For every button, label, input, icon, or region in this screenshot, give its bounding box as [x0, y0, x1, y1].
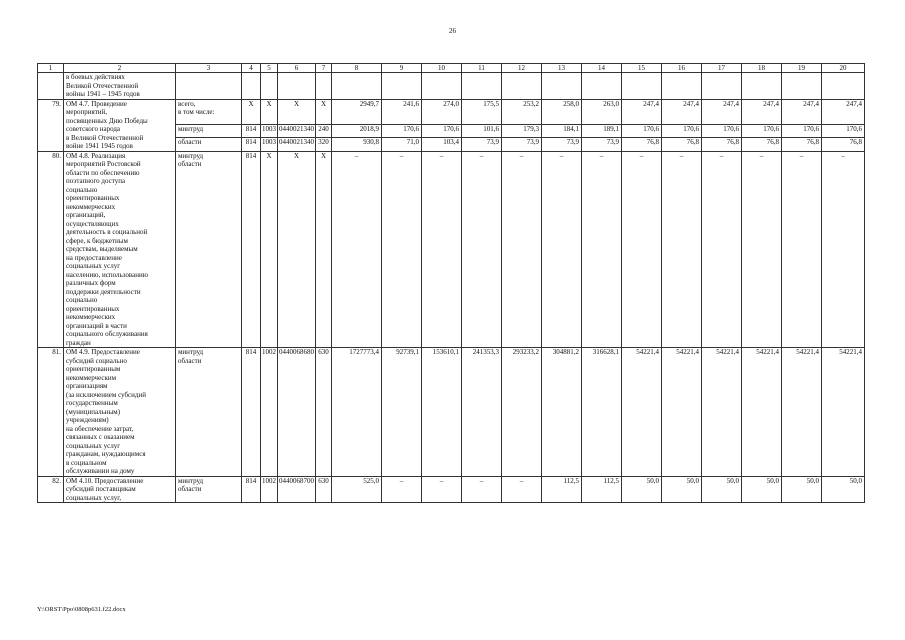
budget-table [37, 63, 865, 503]
table-cell [38, 73, 64, 100]
header-cell: 20 [822, 64, 865, 73]
value-cell: 50,0 [702, 476, 742, 503]
value-cell: 50,0 [782, 476, 822, 503]
value-cell: 54221,4 [622, 348, 662, 477]
header-cell: 10 [422, 64, 462, 73]
table-cell [242, 73, 261, 100]
cell-line: организаций, [66, 211, 106, 219]
value-cell: 153610,1 [422, 348, 462, 477]
cell-line: области [178, 138, 202, 147]
value-cell: 103,4 [422, 138, 462, 151]
table-cell [822, 73, 865, 100]
cell-line: социальных услуг [66, 262, 121, 270]
cell-line: связанных с оказанием [66, 433, 135, 441]
value-cell: 76,8 [622, 138, 662, 151]
value-cell: 73,9 [542, 138, 582, 151]
table-cell [742, 73, 782, 100]
value-cell: – [742, 151, 782, 348]
cell-line: некоммерческих [66, 202, 116, 211]
cell-line: осуществляющих [66, 219, 119, 228]
value-cell: 263,0 [582, 99, 622, 124]
header-cell: 11 [462, 64, 502, 73]
value-cell: – [422, 151, 462, 348]
value-cell: 50,0 [822, 476, 865, 503]
table-cell [702, 73, 742, 100]
cell-line: социального обслуживания [66, 330, 148, 338]
cell-line: обслуживании на дому [66, 467, 135, 475]
code-cell: X [316, 99, 332, 124]
code-cell: 814 [242, 348, 261, 477]
value-cell: 241353,3 [462, 348, 502, 477]
cell-line: различных форм [66, 279, 116, 287]
value-cell: – [782, 151, 822, 348]
header-cell: 14 [582, 64, 622, 73]
value-cell: 2018,9 [332, 124, 382, 137]
value-cell: 189,1 [582, 124, 622, 137]
value-cell: 274,0 [422, 99, 462, 124]
cell-line: организациям [66, 382, 108, 390]
header-cell: 5 [261, 64, 278, 73]
cell-line: поэтапного доступа [66, 177, 126, 185]
executor-cell [176, 138, 242, 151]
value-cell: – [582, 151, 622, 348]
header-cell: 8 [332, 64, 382, 73]
code-cell: 630 [316, 348, 332, 477]
table-cell [462, 73, 502, 100]
cell-line: области [178, 160, 202, 168]
value-cell: 170,6 [422, 124, 462, 137]
value-cell: – [422, 476, 462, 503]
value-cell: 76,8 [742, 138, 782, 151]
value-cell: 170,6 [382, 124, 422, 137]
table-cell [502, 73, 542, 100]
value-cell: 76,8 [822, 138, 865, 151]
code-cell: X [242, 99, 261, 124]
measure-name-cell [64, 73, 176, 100]
cell-line: ОМ 4.9. Предоставление [66, 348, 140, 356]
value-cell: 76,8 [782, 138, 822, 151]
cell-line: ОМ 4.7. Проведение [66, 99, 127, 108]
cell-line: деятельность в социальной [66, 228, 148, 236]
cell-line: организаций в части [66, 321, 127, 330]
code-cell: X [278, 151, 316, 348]
cell-line: некоммерческим [66, 373, 117, 382]
cell-line: социально [66, 296, 98, 304]
cell-line: в боевых действиях [66, 73, 125, 81]
value-cell: 71,0 [382, 138, 422, 151]
value-cell: 184,1 [542, 124, 582, 137]
page-number: 26 [449, 27, 456, 35]
value-cell: 930,8 [332, 138, 382, 151]
executor-cell [176, 99, 242, 124]
code-cell: 1003 [261, 124, 278, 137]
header-cell: 19 [782, 64, 822, 73]
code-cell: 0440068680 [278, 348, 316, 477]
value-cell: 241,6 [382, 99, 422, 124]
cell-line: минтруд [178, 348, 204, 356]
cell-line: минтруд [178, 124, 204, 133]
cell-line: (муниципальным) [66, 407, 121, 416]
header-cell: 17 [702, 64, 742, 73]
value-cell: 175,5 [462, 99, 502, 124]
value-cell: 54221,4 [782, 348, 822, 477]
cell-line: средствам, выделяемым [66, 245, 138, 253]
header-cell: 1 [38, 64, 64, 73]
table-cell [278, 73, 316, 100]
cell-line: поддержки деятельности [66, 287, 141, 296]
cell-line: посвященных Дню Победы [66, 116, 148, 125]
header-cell: 3 [176, 64, 242, 73]
measure-name-cell [64, 348, 176, 477]
value-cell: 253,2 [502, 99, 542, 124]
value-cell: 258,0 [542, 99, 582, 124]
value-cell: – [822, 151, 865, 348]
code-cell: 0440068700 [278, 476, 316, 503]
value-cell: 170,6 [702, 124, 742, 137]
header-cell: 7 [316, 64, 332, 73]
value-cell: – [382, 476, 422, 503]
value-cell: 73,9 [462, 138, 502, 151]
cell-line: населению, использованию [66, 270, 148, 279]
header-cell: 13 [542, 64, 582, 73]
value-cell: 73,9 [582, 138, 622, 151]
value-cell: – [382, 151, 422, 348]
cell-line: сфере, к бюджетным [66, 236, 128, 245]
header-cell: 4 [242, 64, 261, 73]
cell-line: мероприятий Ростовской [66, 160, 141, 168]
value-cell: 170,6 [822, 124, 865, 137]
executor-cell [176, 124, 242, 137]
code-cell: X [261, 151, 278, 348]
table-cell [582, 73, 622, 100]
cell-line: субсидий социально [66, 356, 127, 365]
header-row [38, 64, 865, 73]
value-cell: 170,6 [742, 124, 782, 137]
cell-line: минтруд [178, 476, 204, 485]
value-cell: – [702, 151, 742, 348]
value-cell: 101,6 [462, 124, 502, 137]
cell-line: войне 1941 1945 годов [66, 142, 133, 150]
code-cell: X [278, 99, 316, 124]
code-cell: 814 [242, 476, 261, 503]
header-cell: 15 [622, 64, 662, 73]
code-cell: 1002 [261, 348, 278, 477]
executor-cell [176, 348, 242, 477]
executor-cell [176, 151, 242, 348]
cell-line: на предоставление [66, 253, 122, 262]
header-cell: 6 [278, 64, 316, 73]
code-cell: 320 [316, 138, 332, 151]
table-cell [662, 73, 702, 100]
table-cell [316, 73, 332, 100]
header-cell: 18 [742, 64, 782, 73]
cell-line: ориентированных [66, 194, 120, 202]
table-cell [332, 73, 382, 100]
row-number-cell: 80. [38, 151, 64, 348]
cell-line: в Великой Отечественной [66, 133, 144, 142]
code-cell: 814 [242, 138, 261, 151]
value-cell: 304881,2 [542, 348, 582, 477]
table-cell [382, 73, 422, 100]
value-cell: 54221,4 [702, 348, 742, 477]
value-cell: 76,8 [662, 138, 702, 151]
value-cell: – [502, 151, 542, 348]
value-cell: 247,4 [782, 99, 822, 124]
code-cell: 240 [316, 124, 332, 137]
header-cell: 16 [662, 64, 702, 73]
code-cell: X [261, 99, 278, 124]
value-cell: 247,4 [662, 99, 702, 124]
code-cell: 0440021340 [278, 138, 316, 151]
value-cell: 179,3 [502, 124, 542, 137]
measure-name-cell [64, 151, 176, 348]
value-cell: – [622, 151, 662, 348]
value-cell: 247,4 [622, 99, 662, 124]
value-cell: 50,0 [622, 476, 662, 503]
cell-line: граждан [66, 338, 91, 347]
header-cell: 9 [382, 64, 422, 73]
cell-line: войны 1941 – 1945 годов [66, 90, 140, 98]
cell-line: социально [66, 185, 98, 194]
cell-line: минтруд [178, 151, 204, 160]
value-cell: 50,0 [742, 476, 782, 503]
value-cell: – [462, 476, 502, 503]
cell-line: ориентированных [66, 304, 120, 313]
cell-line: социальных услуг [66, 441, 121, 450]
cell-line: всего, [178, 99, 196, 108]
value-cell: 54221,4 [662, 348, 702, 477]
cell-line: ОМ 4.8. Реализация [66, 151, 126, 160]
cell-line: ориентированным [66, 365, 121, 373]
cell-line: области [178, 485, 202, 493]
cell-line: Великой Отечественной [66, 81, 139, 90]
table-cell [261, 73, 278, 100]
code-cell: 630 [316, 476, 332, 503]
file-path-footer: Y:\ORST\Ppo\0808p631.f22.docx [37, 606, 126, 613]
value-cell: 92739,1 [382, 348, 422, 477]
value-cell: 112,5 [582, 476, 622, 503]
value-cell: 316628,1 [582, 348, 622, 477]
table-cell [622, 73, 662, 100]
cell-line: государственным [66, 399, 118, 407]
table-row [38, 73, 865, 100]
executor-cell [176, 476, 242, 503]
code-cell: 814 [242, 124, 261, 137]
measure-name-cell [64, 99, 176, 151]
header-cell: 12 [502, 64, 542, 73]
code-cell: 1002 [261, 476, 278, 503]
cell-line: ОМ 4.10. Предоставление [66, 476, 144, 485]
value-cell: 170,6 [622, 124, 662, 137]
code-cell: 0440021340 [278, 124, 316, 137]
row-number-cell: 82. [38, 476, 64, 503]
row-number-cell: 79. [38, 99, 64, 151]
value-cell: 525,0 [332, 476, 382, 503]
table-row [38, 476, 865, 503]
value-cell: 2949,7 [332, 99, 382, 124]
value-cell: 1727773,4 [332, 348, 382, 477]
cell-line: (за исключением субсидий [66, 390, 146, 399]
table-row [38, 151, 865, 348]
code-cell: 814 [242, 151, 261, 348]
cell-line: области [178, 356, 202, 365]
value-cell: – [332, 151, 382, 348]
value-cell: 170,6 [782, 124, 822, 137]
value-cell: 54221,4 [822, 348, 865, 477]
value-cell: 247,4 [702, 99, 742, 124]
table-cell [422, 73, 462, 100]
cell-line: социальных услуг, [66, 493, 122, 502]
cell-line: учреждениям) [66, 416, 109, 424]
cell-line: мероприятий, [66, 108, 108, 116]
code-cell: X [316, 151, 332, 348]
cell-line: на обеспечение затрат, [66, 424, 134, 433]
table-row [38, 348, 865, 477]
cell-line: в социальном [66, 458, 107, 467]
value-cell: 76,8 [702, 138, 742, 151]
table-body [38, 73, 865, 503]
value-cell: 247,4 [742, 99, 782, 124]
cell-line: гражданам, нуждающимся [66, 450, 146, 458]
row-number-cell: 81. [38, 348, 64, 477]
value-cell: 73,9 [502, 138, 542, 151]
value-cell: 170,6 [662, 124, 702, 137]
table-row [38, 99, 865, 124]
table-cell [176, 73, 242, 100]
cell-line: области по обеспечению [66, 168, 140, 177]
cell-line: некоммерческих [66, 313, 116, 321]
cell-line: субсидий поставщикам [66, 485, 136, 493]
value-cell: – [542, 151, 582, 348]
value-cell: 247,4 [822, 99, 865, 124]
code-cell: 1003 [261, 138, 278, 151]
value-cell: 293233,2 [502, 348, 542, 477]
cell-line: в том числе: [178, 108, 215, 116]
value-cell: 50,0 [662, 476, 702, 503]
value-cell: 54221,4 [742, 348, 782, 477]
table-cell [542, 73, 582, 100]
measure-name-cell [64, 476, 176, 503]
value-cell: – [462, 151, 502, 348]
table-cell [782, 73, 822, 100]
value-cell: 112,5 [542, 476, 582, 503]
cell-line: советского народа [66, 125, 121, 133]
value-cell: – [502, 476, 542, 503]
header-cell: 2 [64, 64, 176, 73]
value-cell: – [662, 151, 702, 348]
